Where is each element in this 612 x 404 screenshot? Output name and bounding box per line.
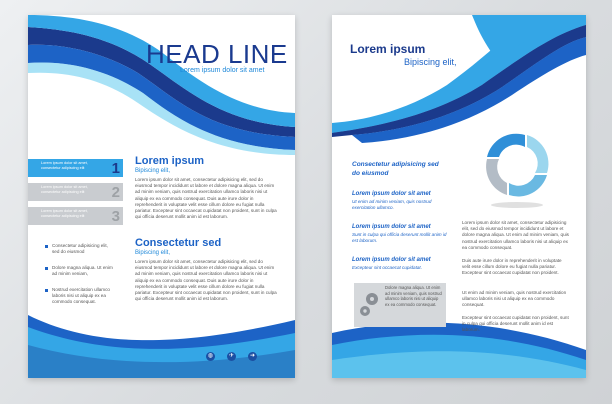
ring-diagram xyxy=(486,134,548,208)
right-lead: Consectetur adipisicing sed do eiusmod xyxy=(352,161,439,177)
bullet-text-3: Nostrud exercitation ullamco laboris nisi ut aliquip ex ea commodo consequat. xyxy=(52,287,110,305)
globe-icon: ◍ xyxy=(207,353,214,359)
section1-subtitle: Bipiscing elit, xyxy=(135,168,171,174)
tab-3-number: 3 xyxy=(111,208,120,225)
plane-icon: ✈ xyxy=(228,353,235,359)
item-1-text: Ut enim ad minim veniam, quis nostrud exercitation ullamco. xyxy=(352,199,432,211)
tagline: Lorem ipsum dolor sit amet xyxy=(180,67,265,74)
right-brochure-page xyxy=(332,15,586,378)
bullet-icon xyxy=(45,245,48,248)
item-3-title: Lorem ipsum dolor sit amet xyxy=(352,257,431,263)
right-title: Lorem ipsum xyxy=(350,42,426,56)
tab-2-text: Lorem ipsum dolor sit amet, consectetur adipiscing elit xyxy=(41,185,88,194)
left-brochure-page xyxy=(28,15,295,378)
section1-body: Lorem ipsum dolor sit amet, consectetur adipisicing elit, sed do eiusmod tempor incididunt ut labore et dolore magna aliqua. Ut enim ad minim veniam, quis nostrud exercitation ullamco laboris nisi ut aliquip ex ea commodo consequat. Duis aute irure dolor in reprehenderit in voluptate velit esse cillum dolore eu fugiat nulla pariatur. Excepteur sint occaecat cupidatat non proident, sunt in culpa qui officia deserunt mollit anim id est laborum. xyxy=(135,177,277,220)
tab-1[interactable] xyxy=(28,159,123,177)
tab-1-text: Lorem ipsum dolor sit amet, consectetur adipiscing elit xyxy=(41,161,88,170)
tab-2[interactable] xyxy=(28,183,123,201)
item-3-text: Excepteur sint occaecat cupidatat. xyxy=(352,265,422,270)
bullet-text-2: Dolore magna aliqua. Ut enim ad minim veniam, xyxy=(52,265,113,277)
headline: HEAD LINE xyxy=(146,39,288,69)
item-2-title: Lorem ipsum dolor sit amet xyxy=(352,224,431,230)
section1-title: Lorem ipsum xyxy=(135,155,205,167)
right-col-text-3: Ut enim ad minim veniam, quis nostrud exercitation ullamco laboris nisi ut aliquip ex ea commodo consequat. xyxy=(462,290,567,308)
item-1-title: Lorem ipsum dolor sit amet xyxy=(352,191,431,197)
item-2-text: Sunt in culpa qui officia deserunt mollit anim id est laborum. xyxy=(352,232,447,244)
section2-title: Consectetur sed xyxy=(135,237,222,249)
section2-subtitle: Bipiscing elit, xyxy=(135,250,171,256)
tab-1-number: 1 xyxy=(111,160,120,177)
arrow-right-icon: ➜ xyxy=(249,353,256,359)
right-col-text-2: Duis aute irure dolor in reprehenderit in voluptate velit esse cillum dolore eu fugiat nulla pariatur. Excepteur sint occaecat cupidatat non proident. xyxy=(462,258,562,276)
bullet-text-1: Consectetur adipisicing elit, sed do eiusmod xyxy=(52,243,108,255)
tab-3-text: Lorem ipsum dolor sit amet, consectetur adipiscing elit xyxy=(41,209,88,218)
tab-3[interactable] xyxy=(28,207,123,225)
tab-2-number: 2 xyxy=(111,184,120,201)
bullet-icon xyxy=(45,289,48,292)
bullet-icon xyxy=(45,267,48,270)
gear-box-text: Dolore magna aliqua. Ut enim ad minim veniam, quis nostrud ullamco laboris nisi ut aliquip ex ea commodo consequat. xyxy=(385,285,442,307)
right-col-text-1: Lorem ipsum dolor sit amet, consectetur adipisicing elit, sed do eiusmod tempor incididunt ut labore et dolore magna aliqua. Ut enim ad minim veniam, quis nostrud exercitation ullamco laboris nisi ut aliquip ex ea commodo consequat. xyxy=(462,220,569,250)
right-subtitle: Bipiscing elit, xyxy=(404,57,457,67)
section2-body: Lorem ipsum dolor sit amet, consectetur adipisicing elit, sed do eiusmod tempor incididunt ut labore et dolore magna aliqua. Ut enim ad minim veniam, quis nostrud exercitation ullamco laboris nisi ut aliquip ex ea commodo consequat. Duis aute irure dolor in reprehenderit in voluptate velit esse cillum dolore eu fugiat nulla pariatur. Excepteur sint occaecat cupidatat non proident, sunt in culpa qui officia deserunt mollit anim id est laborum. xyxy=(135,259,277,302)
right-col-text-4: Excepteur sint occaecat cupidatat non proident, sunt in culpa qui officia deserunt mollit anim id est laborum. xyxy=(462,315,569,333)
